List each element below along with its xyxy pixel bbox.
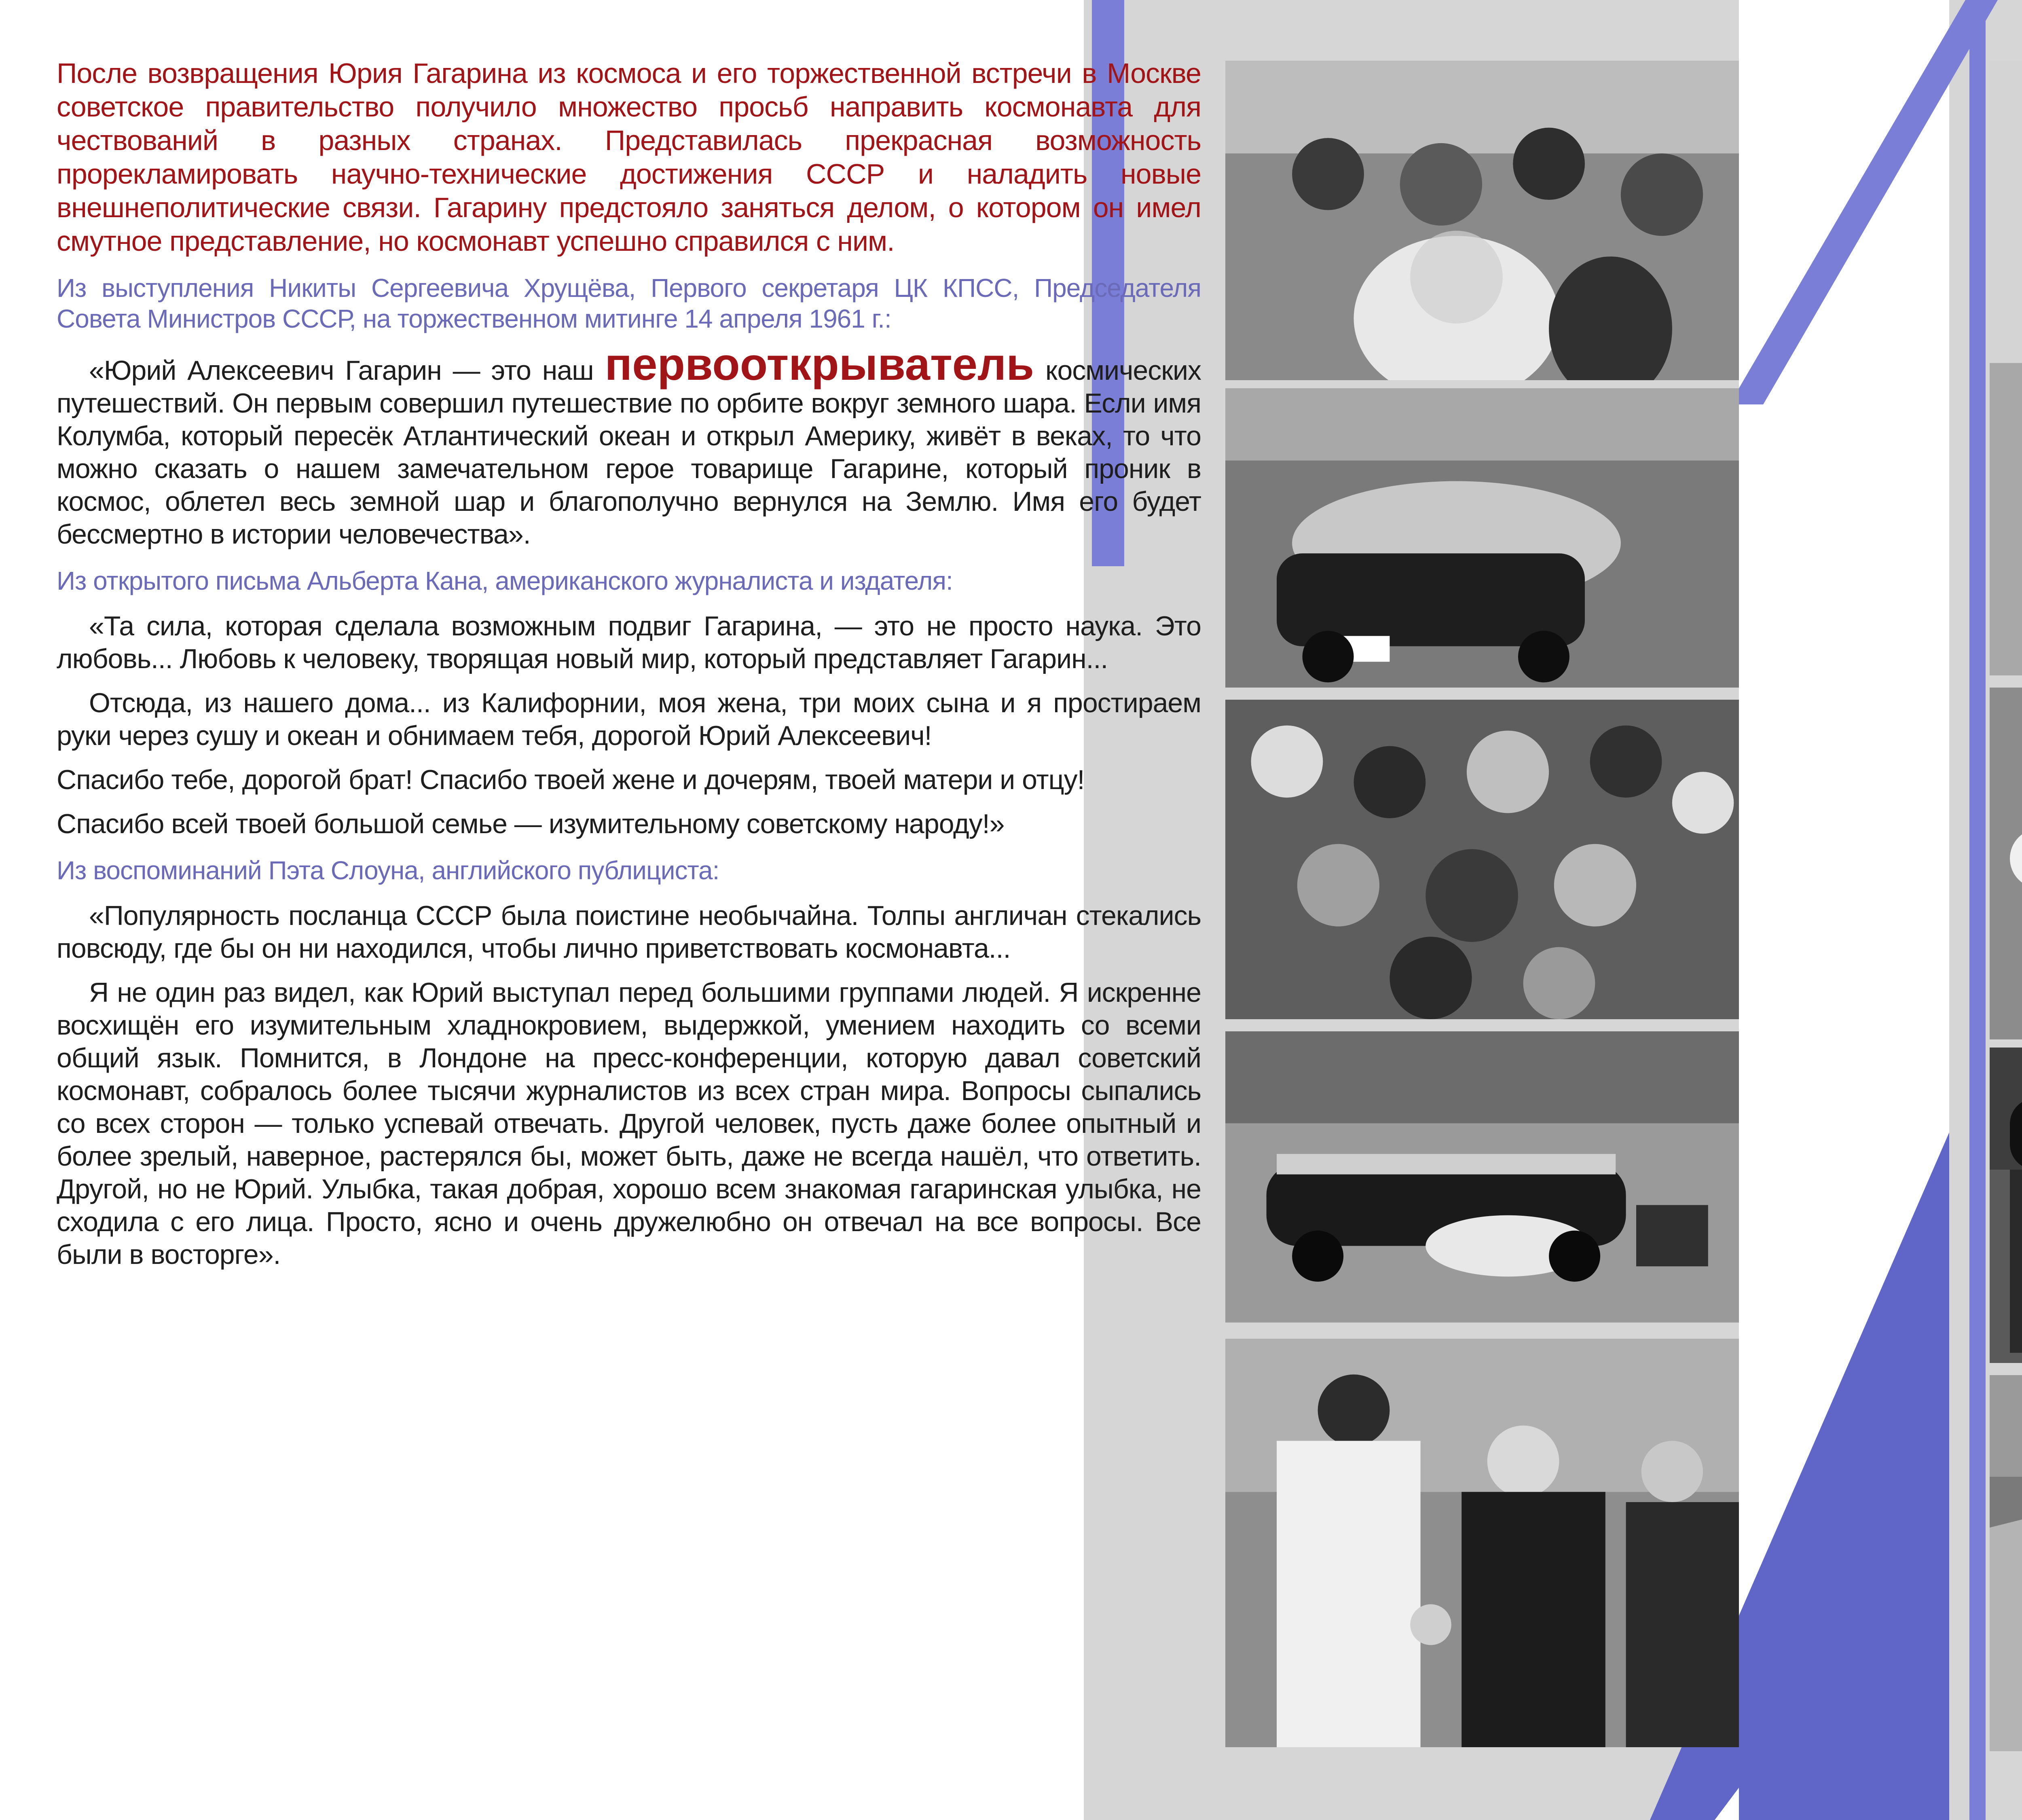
quote-khrushchev-end: космических путешествий. Он первым совершил путешествие по орбите вокруг земного шара. Если имя Колумба, который пересёк Атлантический океан и открыл Америку, живёт в веках, то что можно сказать о нашем замечательном герое товарище Гагарине, который проник в космос, облетел весь земной шар и благополучно вернулся на Землю. Имя его будет бессмертно в истории человечества». [57, 355, 1201, 550]
source-kahn: Из открытого письма Альберта Кана, американского журналиста и издателя: [57, 566, 953, 595]
quote-sloan-1: «Популярность посланца СССР была поистине необычайна. Толпы англичан стекались повсюду, где бы он ни находился, чтобы лично приветствовать космонавта... [57, 900, 1201, 964]
blue-vertical-line [1969, 0, 1986, 1820]
source-sloan: Из воспоминаний Пэта Слоуна, английского публициста: [57, 856, 719, 885]
quote-kahn-4: Спасибо всей твоей большой семье — изумительному советскому народу!» [57, 808, 1005, 839]
press-crowd-photo [1225, 700, 1739, 1019]
source-khrushchev: Из выступления Никиты Сергеевича Хрущёва, Первого секретаря ЦК КПСС, Председателя Совета Министров СССР, на торжественном митинге 14 апреля 1961 г.: [57, 273, 1201, 333]
quote-kahn-2: Отсюда, из нашего дома... из Калифорнии, моя жена, три моих сына и я простираем руки через сушу и океан и обнимаем тебя, дорогой Юрий Алексеевич! [57, 688, 1201, 751]
convertible-motorcade-photo [1225, 1031, 1739, 1323]
handshake-photo [1225, 1339, 1739, 1747]
guards-honor-photo [1990, 1048, 2022, 1363]
decorated-car-photo [1225, 388, 1739, 688]
accent-word-pioneer: первооткрыватель [605, 339, 1034, 389]
quote-sloan-2: Я не один раз видел, как Юрий выступал перед большими группами людей. Я искренне восхищён его изумительным хладнокровием, выдержкой, умением находить со всеми общий язык. Помнится, в Лондоне на пресс-конференции, которую давал советский космонавт, собралось более тысячи журналистов из всех стран мира. Вопросы сыпались со всех сторон — только успевай отвечать. Другой человек, пусть даже более опытный и более зрелый, наверное, растерялся бы, может быть, даже не всегда нашёл, что ответить. Другой, но не Юрий. Улыбка, такая добрая, хорошо всем знакомая гагаринская улыбка, не сходила с его лица. Просто, ясно и очень дружелюбно он отвечал на все вопросы. Все были в восторге». [57, 977, 1201, 1270]
intro-paragraph: После возвращения Юрия Гагарина из космоса и его торжественной встречи в Москве советское правительство получило множество просьб направить космонавта для чествований в разных странах. Представилась прекрасная возможность прорекламировать научно-технические достижения СССР и наладить новые внешнеполитические связи. Гагарину предстояло заняться делом, о котором он имел смутное представление, но космонавт успешно справился с ним. [57, 57, 1201, 257]
quote-khrushchev [57, 339, 1201, 551]
street-motorcade-photo [1990, 1375, 2022, 1751]
quote-kahn-1: «Та сила, которая сделала возможным подвиг Гагарина, — это не просто наука. Это любовь... Любовь к человеку, творящая новый мир, который представляет Гагарин... [57, 611, 1201, 674]
castro-embrace-photo [1990, 688, 2022, 1039]
left-text-column [57, 57, 1201, 1282]
quote-kahn-3: Спасибо тебе, дорогой брат! Спасибо твоей жене и дочерям, твоей матери и отцу! [57, 764, 1085, 795]
quote-khrushchev-start: «Юрий Алексеевич Гагарин — это наш [89, 355, 605, 386]
khrushchev-gagarin-photo [1990, 61, 2022, 675]
crowd-with-garlands-photo [1225, 61, 1739, 380]
